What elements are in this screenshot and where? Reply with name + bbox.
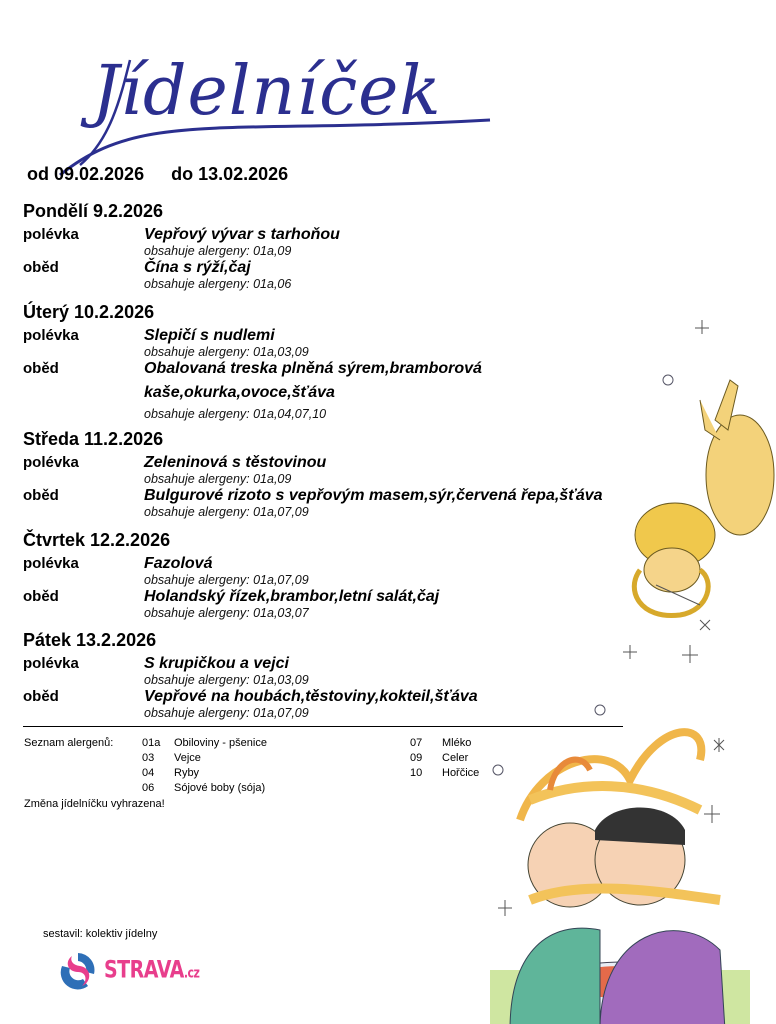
allergen-code: 04 — [142, 767, 155, 779]
dish: Obalovaná treska plněná sýrem,bramborová kaše,okurka,ovoce,šťáva — [144, 360, 482, 401]
allergen-item — [142, 736, 267, 751]
meal-lunch — [23, 259, 683, 292]
allergen-item — [142, 751, 267, 766]
dish: Vepřový vývar s tarhoňou — [144, 226, 340, 243]
meal-soup — [23, 327, 683, 360]
allergens: obsahuje alergeny: 01a,09 — [144, 472, 292, 486]
strava-logo-icon — [58, 950, 98, 990]
strava-logo — [58, 950, 199, 990]
allergen-code: 07 — [410, 737, 423, 749]
day-title: Úterý 10.2.2026 — [23, 302, 155, 322]
allergen-item — [142, 781, 267, 796]
allergen-item — [142, 766, 267, 781]
dish: Slepičí s nudlemi — [144, 327, 275, 344]
meal-type: polévka — [23, 327, 79, 344]
page-title: Jídelníček — [92, 52, 442, 131]
allergen-item — [410, 736, 479, 751]
allergens: obsahuje alergeny: 01a,09 — [144, 244, 292, 258]
allergens: obsahuje alergeny: 01a,06 — [144, 277, 292, 291]
allergen-code: 10 — [410, 767, 423, 779]
allergen-name: Sójové boby (sója) — [174, 782, 266, 794]
day-title: Pátek 13.2.2026 — [23, 630, 157, 650]
dish: Fazolová — [144, 555, 213, 572]
compiled-by: sestavil: kolektiv jídelny — [43, 928, 158, 940]
day-tuesday — [23, 301, 683, 422]
meal-type: oběd — [23, 360, 59, 377]
meal-type: polévka — [23, 655, 79, 672]
day-thursday — [23, 529, 683, 621]
allergens: obsahuje alergeny: 01a,07,09 — [144, 573, 309, 587]
day-monday — [23, 200, 683, 292]
meal-type: polévka — [23, 226, 79, 243]
meal-lunch — [23, 360, 683, 422]
dish: Zeleninová s těstovinou — [144, 454, 327, 471]
allergen-item — [410, 751, 479, 766]
meal-soup — [23, 655, 683, 688]
meal-soup — [23, 555, 683, 588]
meal-soup — [23, 454, 683, 487]
allergen-code: 01a — [142, 737, 161, 749]
change-note: Změna jídelníčku vyhrazena! — [24, 798, 165, 810]
allergens: obsahuje alergeny: 01a,03,09 — [144, 345, 309, 359]
logo-word: STRAVA — [104, 956, 184, 984]
allergen-name: Mléko — [442, 737, 472, 749]
allergens: obsahuje alergeny: 01a,04,07,10 — [144, 407, 327, 421]
allergen-name: Ryby — [174, 767, 200, 779]
allergen-code: 09 — [410, 752, 423, 764]
allergen-code: 06 — [142, 782, 155, 794]
day-wednesday — [23, 428, 683, 520]
meal-lunch — [23, 588, 683, 621]
meal-type: oběd — [23, 688, 59, 705]
logo-suffix: .cz — [183, 965, 200, 982]
dish: Vepřové na houbách,těstoviny,kokteil,šťáva — [144, 688, 478, 705]
allergen-name: Vejce — [174, 752, 201, 764]
allergen-name: Obiloviny - pšenice — [174, 737, 267, 749]
allergen-name: Hořčice — [442, 767, 480, 779]
meal-type: polévka — [23, 555, 79, 572]
dish: Bulgurové rizoto s vepřovým masem,sýr,červená řepa,šťáva — [144, 487, 603, 504]
cupid-illustration — [620, 300, 776, 680]
allergen-code: 03 — [142, 752, 155, 764]
allergen-name: Celer — [442, 752, 469, 764]
dish: Čína s rýží,čaj — [144, 259, 251, 276]
day-title: Středa 11.2.2026 — [23, 429, 164, 449]
allergen-column-1 — [142, 736, 267, 796]
dish: S krupičkou a vejci — [144, 655, 289, 672]
meal-type: polévka — [23, 454, 79, 471]
date-from: od 09.02.2026 — [27, 164, 145, 184]
day-title: Čtvrtek 12.2.2026 — [23, 530, 171, 550]
dish: Holandský řízek,brambor,letní salát,čaj — [144, 588, 440, 605]
allergens: obsahuje alergeny: 01a,03,09 — [144, 673, 309, 687]
kids-spaghetti-illustration — [490, 700, 776, 1024]
day-title: Pondělí 9.2.2026 — [23, 201, 164, 221]
meal-lunch — [23, 487, 683, 520]
allergens: obsahuje alergeny: 01a,07,09 — [144, 706, 309, 720]
date-to: do 13.02.2026 — [171, 164, 289, 184]
meal-type: oběd — [23, 259, 59, 276]
meal-soup — [23, 226, 683, 259]
allergen-list-label: Seznam alergenů: — [24, 737, 114, 749]
allergen-column-2 — [410, 736, 479, 781]
allergens: obsahuje alergeny: 01a,03,07 — [144, 606, 309, 620]
meal-type: oběd — [23, 487, 59, 504]
meal-type: oběd — [23, 588, 59, 605]
allergens: obsahuje alergeny: 01a,07,09 — [144, 505, 309, 519]
strava-logo-text — [104, 956, 199, 984]
allergen-item — [410, 766, 479, 781]
date-range — [27, 164, 310, 185]
